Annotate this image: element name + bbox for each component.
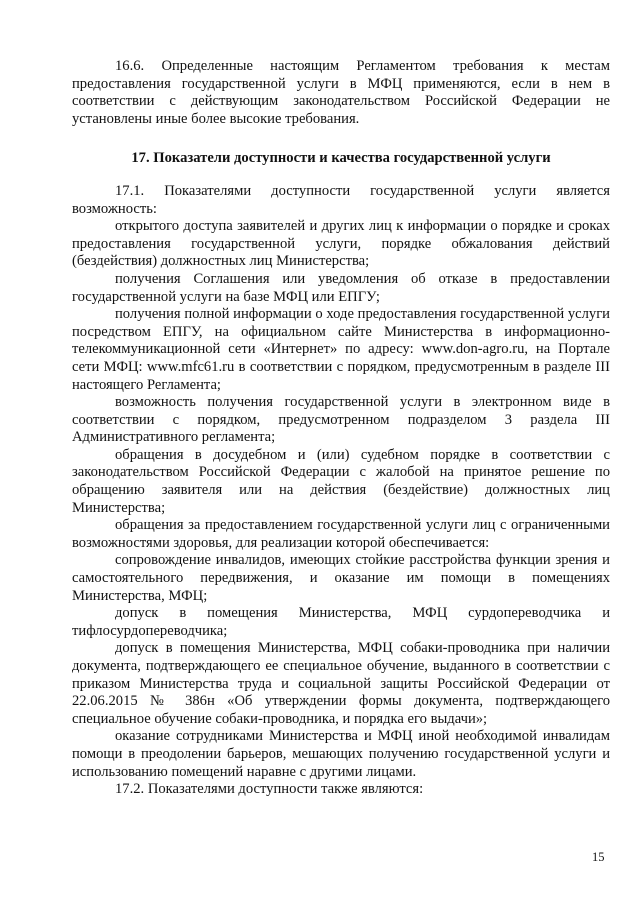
section-title: 17. Показатели доступности и качества государственной услуги <box>131 150 551 167</box>
paragraph-agreement: получения Соглашения или уведомления об отказе в предоставлении государственной услуги на базе МФЦ или ЕПГУ; <box>72 270 610 305</box>
document-page <box>72 58 610 799</box>
paragraph-17-1: 17.1. Показателями доступности государственной услуги является возможность: <box>72 182 610 217</box>
paragraph-full-info: получения полной информации о ходе предоставления государственной услуги посредством ЕПГУ, на официальном сайте Министерства в информационно-телекоммуникационной сети «Интернет» по адресу: www.don-agro.ru, на Портале сети МФЦ: www.mfc61.ru в соответствии с порядком, предусмотренным в разделе III настоящего Регламента; <box>72 306 610 393</box>
page-number: 15 <box>592 850 605 864</box>
paragraph-electronic: возможность получения государственной услуги в электронном виде в соответствии с порядком, предусмотренном подразделом 3 раздела III Административного регламента; <box>72 394 610 446</box>
paragraph-17-2: 17.2. Показателями доступности также являются: <box>115 781 424 798</box>
paragraph-appeal: обращения в досудебном и (или) судебном порядке в соответствии с законодательством Российской Федерации с жалобой на принятое решение по обращению заявителя или на действия (бездействие) должностных лиц Министерства; <box>72 446 610 516</box>
paragraph-sign-interpreter: допуск в помещения Министерства, МФЦ сурдопереводчика и тифлосурдопереводчика; <box>72 605 610 639</box>
paragraph-assistance: оказание сотрудниками Министерства и МФЦ иной необходимой инвалидам помощи в преодолении барьеров, мешающих получению государственной услуги и использованию помещений наравне с другими лицами. <box>72 728 610 780</box>
paragraph-16-6: 16.6. Определенные настоящим Регламентом требования к местам предоставления государственной услуги в МФЦ применяются, если в нем в соответствии с действующим законодательством Российской Федерации не установлены иные более высокие требования. <box>72 58 610 127</box>
paragraph-open-access: открытого доступа заявителей и других лиц к информации о порядке и сроках предоставления государственной услуги, порядке обжалования действий (бездействия) должностных лиц Министерства; <box>72 218 610 270</box>
paragraph-guide-dog: допуск в помещения Министерства, МФЦ собаки-проводника при наличии документа, подтверждающего ее специальное обучение, выданного в соответствии с приказом Министерства труда и социальной защиты Российской Федерации от 22.06.2015 № 386н «Об утверждении формы документа, подтверждающего специальное обучение собаки-проводника, и порядка его выдачи»; <box>72 640 610 727</box>
paragraph-disabled-access: обращения за предоставлением государственной услуги лиц с ограниченными возможностями здоровья, для реализации которой обеспечивается: <box>72 517 610 551</box>
paragraph-escort: сопровождение инвалидов, имеющих стойкие расстройства функции зрения и самостоятельного передвижения, и оказание им помощи в помещениях Министерства, МФЦ; <box>72 552 610 604</box>
